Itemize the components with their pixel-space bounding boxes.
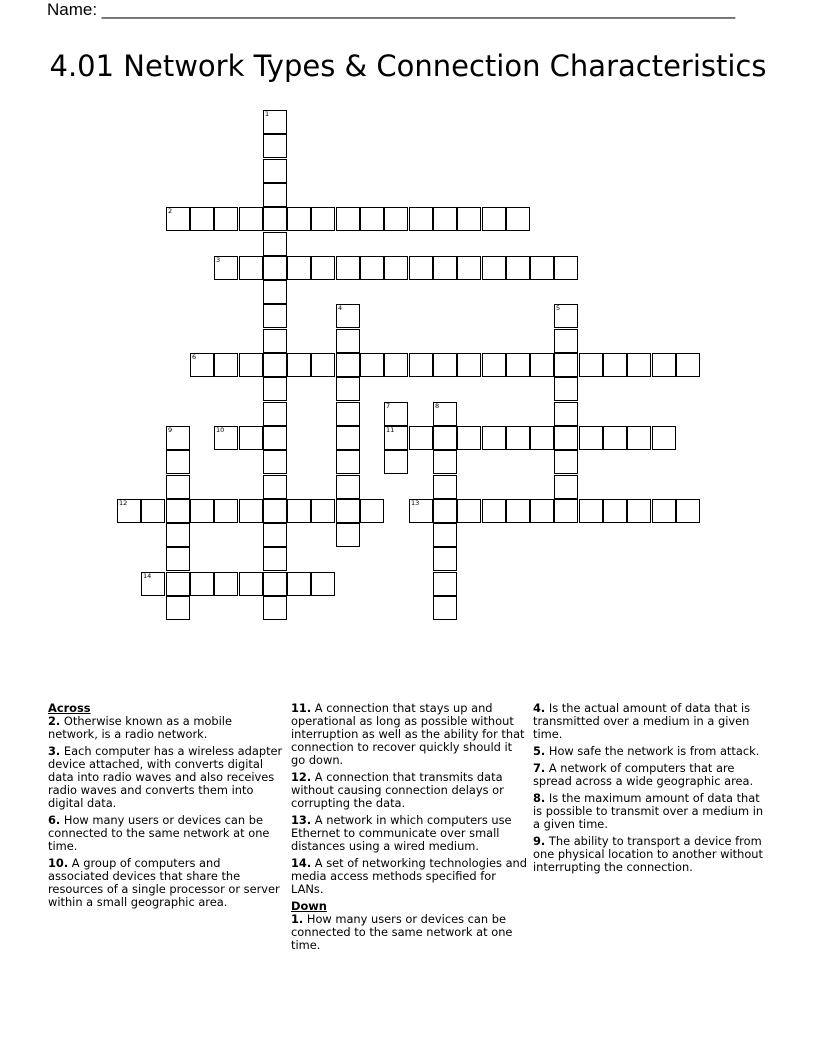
grid-cell[interactable] [433, 426, 457, 450]
grid-cell[interactable] [433, 523, 457, 547]
clue-number: 8 [435, 402, 440, 410]
clue-text: How many users or devices can be connected to the same network at one time. [48, 813, 270, 853]
grid-cell[interactable] [482, 256, 506, 280]
clue-number: 5 [556, 304, 561, 312]
grid-cell[interactable] [457, 426, 481, 450]
grid-cell[interactable] [409, 207, 433, 231]
grid-cell[interactable] [336, 256, 360, 280]
grid-cell[interactable] [506, 426, 530, 450]
grid-cell[interactable] [482, 353, 506, 377]
grid-cell[interactable] [384, 450, 408, 474]
clue-number: 13 [411, 499, 420, 507]
grid-cell[interactable] [166, 475, 190, 499]
grid-cell[interactable] [433, 207, 457, 231]
clue-number-label: 8. [533, 791, 546, 805]
grid-cell[interactable] [263, 499, 287, 523]
clue-text: Otherwise known as a mobile network, is a radio network. [48, 714, 232, 741]
clue-number: 7 [386, 402, 391, 410]
clue-number: 10 [216, 426, 225, 434]
down-header: Down [291, 899, 327, 913]
grid-cell[interactable] [384, 207, 408, 231]
grid-cell[interactable] [166, 426, 190, 450]
grid-cell[interactable] [457, 353, 481, 377]
down-clue [533, 762, 769, 788]
grid-cell[interactable] [603, 426, 627, 450]
name-field[interactable]: Name: ___________________________________________________________________ [47, 0, 736, 19]
grid-cell[interactable] [239, 207, 263, 231]
grid-cell[interactable] [652, 499, 676, 523]
grid-cell[interactable] [239, 256, 263, 280]
grid-cell[interactable] [652, 353, 676, 377]
grid-cell[interactable] [214, 256, 238, 280]
across-clue [48, 857, 284, 909]
grid-cell[interactable] [263, 207, 287, 231]
down-clue [533, 702, 769, 741]
clue-text: A group of computers and associated devices that share the resources of a single processor or server within a small geographic area. [48, 856, 280, 909]
clue-number-label: 2. [48, 714, 61, 728]
clue-number: 6 [192, 353, 197, 361]
grid-cell[interactable] [311, 353, 335, 377]
grid-cell[interactable] [482, 207, 506, 231]
grid-cell[interactable] [166, 596, 190, 620]
grid-cell[interactable] [336, 499, 360, 523]
grid-cell[interactable] [530, 499, 554, 523]
grid-cell[interactable] [433, 450, 457, 474]
grid-cell[interactable] [336, 207, 360, 231]
clue-text: How safe the network is from attack. [545, 744, 760, 758]
across-clue [48, 814, 284, 853]
grid-cell[interactable] [287, 256, 311, 280]
grid-cell[interactable] [336, 304, 360, 328]
clue-number-label: 4. [533, 701, 546, 715]
grid-cell[interactable] [554, 377, 578, 401]
clue-text: A set of networking technologies and media access methods specified for LANs. [291, 856, 528, 896]
clue-number-label: 13. [291, 813, 312, 827]
grid-cell[interactable] [384, 256, 408, 280]
grid-cell[interactable] [190, 207, 214, 231]
clue-number: 3 [216, 256, 221, 264]
grid-cell[interactable] [287, 572, 311, 596]
clue-text: A network of computers that are spread across a wide geographic area. [533, 761, 754, 788]
across-header: Across [48, 701, 91, 715]
grid-cell[interactable] [263, 547, 287, 571]
grid-cell[interactable] [214, 572, 238, 596]
grid-cell[interactable] [263, 402, 287, 426]
grid-cell[interactable] [166, 547, 190, 571]
clue-number-label: 6. [48, 813, 61, 827]
grid-cell[interactable] [433, 499, 457, 523]
grid-cell[interactable] [190, 353, 214, 377]
grid-cell[interactable] [482, 426, 506, 450]
clue-text: A connection that transmits data without causing connection delays or corrupting the data. [291, 770, 504, 810]
down-clue [291, 913, 527, 952]
clue-number: 2 [168, 207, 173, 215]
grid-cell[interactable] [409, 256, 433, 280]
clue-number: 12 [119, 499, 128, 507]
grid-cell[interactable] [433, 402, 457, 426]
grid-cell[interactable] [166, 572, 190, 596]
clue-column-1 [48, 702, 284, 913]
page-title: 4.01 Network Types & Connection Characteristics [49, 49, 767, 83]
grid-cell[interactable] [336, 402, 360, 426]
grid-cell[interactable] [190, 572, 214, 596]
grid-cell[interactable] [384, 426, 408, 450]
grid-cell[interactable] [384, 353, 408, 377]
grid-cell[interactable] [117, 499, 141, 523]
grid-cell[interactable] [360, 353, 384, 377]
grid-cell[interactable] [579, 499, 603, 523]
grid-cell[interactable] [554, 499, 578, 523]
down-clue-list [291, 913, 527, 952]
clue-number-label: 12. [291, 770, 312, 784]
clue-number-label: 1. [291, 912, 304, 926]
grid-cell[interactable] [554, 304, 578, 328]
grid-cell[interactable] [457, 499, 481, 523]
grid-cell[interactable] [263, 329, 287, 353]
clue-text: Is the actual amount of data that is transmitted over a medium in a given time. [533, 701, 751, 741]
clue-number: 14 [143, 572, 152, 580]
grid-cell[interactable] [263, 377, 287, 401]
grid-cell[interactable] [263, 523, 287, 547]
grid-cell[interactable] [311, 499, 335, 523]
grid-cell[interactable] [482, 499, 506, 523]
grid-cell[interactable] [263, 596, 287, 620]
clue-text: Is the maximum amount of data that is possible to transmit over a medium in a given time. [533, 791, 764, 831]
grid-cell[interactable] [263, 232, 287, 256]
grid-cell[interactable] [627, 426, 651, 450]
clue-number-label: 7. [533, 761, 546, 775]
across-clue [291, 814, 527, 853]
grid-cell[interactable] [506, 353, 530, 377]
grid-cell[interactable] [263, 426, 287, 450]
clue-number: 9 [168, 426, 173, 434]
grid-cell[interactable] [166, 499, 190, 523]
down-clue [533, 835, 769, 874]
grid-cell[interactable] [287, 353, 311, 377]
grid-cell[interactable] [554, 329, 578, 353]
clue-number-label: 5. [533, 744, 546, 758]
grid-cell[interactable] [166, 523, 190, 547]
grid-cell[interactable] [360, 207, 384, 231]
grid-cell[interactable] [263, 159, 287, 183]
grid-cell[interactable] [263, 280, 287, 304]
grid-cell[interactable] [166, 450, 190, 474]
grid-cell[interactable] [506, 207, 530, 231]
grid-cell[interactable] [652, 426, 676, 450]
grid-cell[interactable] [263, 475, 287, 499]
grid-cell[interactable] [287, 499, 311, 523]
grid-cell[interactable] [336, 353, 360, 377]
grid-cell[interactable] [530, 353, 554, 377]
grid-cell[interactable] [336, 523, 360, 547]
grid-cell[interactable] [336, 475, 360, 499]
across-clue [291, 702, 527, 767]
clue-column-2 [291, 702, 527, 956]
grid-cell[interactable] [676, 499, 700, 523]
clue-text: Each computer has a wireless adapter device attached, with converts digital data into radio waves and also receives radio waves and converts them into digital data. [48, 744, 283, 810]
grid-cell[interactable] [360, 256, 384, 280]
across-clue-list [48, 715, 284, 909]
grid-cell[interactable] [457, 256, 481, 280]
grid-cell[interactable] [433, 572, 457, 596]
clue-text: A network in which computers use Ethernet to communicate over small distances using a wired medium. [291, 813, 512, 853]
clue-number: 4 [338, 304, 343, 312]
grid-cell[interactable] [239, 426, 263, 450]
clue-number-label: 14. [291, 856, 312, 870]
grid-cell[interactable] [263, 183, 287, 207]
clue-text: The ability to transport a device from one physical location to another without interrupting the connection. [533, 834, 763, 874]
clue-number-label: 10. [48, 856, 69, 870]
grid-cell[interactable] [530, 256, 554, 280]
grid-cell[interactable] [141, 572, 165, 596]
across-clue-list-continued [291, 702, 527, 896]
grid-cell[interactable] [506, 256, 530, 280]
grid-cell[interactable] [336, 450, 360, 474]
grid-cell[interactable] [263, 134, 287, 158]
grid-cell[interactable] [433, 353, 457, 377]
grid-cell[interactable] [141, 499, 165, 523]
grid-cell[interactable] [239, 499, 263, 523]
grid-cell[interactable] [676, 353, 700, 377]
grid-cell[interactable] [263, 353, 287, 377]
grid-cell[interactable] [263, 572, 287, 596]
grid-cell[interactable] [311, 256, 335, 280]
grid-cell[interactable] [554, 475, 578, 499]
grid-cell[interactable] [603, 499, 627, 523]
grid-cell[interactable] [214, 426, 238, 450]
grid-cell[interactable] [336, 377, 360, 401]
grid-cell[interactable] [506, 499, 530, 523]
across-clue [48, 715, 284, 741]
grid-cell[interactable] [457, 207, 481, 231]
grid-cell[interactable] [433, 256, 457, 280]
grid-cell[interactable] [214, 207, 238, 231]
grid-cell[interactable] [554, 256, 578, 280]
clue-text: A connection that stays up and operational as long as possible without interruption as well as the ability for that connection to recover quickly should it go down. [291, 701, 525, 767]
grid-cell[interactable] [384, 402, 408, 426]
grid-cell[interactable] [263, 256, 287, 280]
grid-cell[interactable] [214, 499, 238, 523]
grid-cell[interactable] [627, 353, 651, 377]
clue-text: How many users or devices can be connected to the same network at one time. [291, 912, 513, 952]
grid-cell[interactable] [214, 353, 238, 377]
grid-cell[interactable] [433, 475, 457, 499]
grid-cell[interactable] [263, 450, 287, 474]
grid-cell[interactable] [263, 304, 287, 328]
grid-cell[interactable] [166, 207, 190, 231]
grid-cell[interactable] [239, 353, 263, 377]
grid-cell[interactable] [311, 207, 335, 231]
grid-cell[interactable] [263, 110, 287, 134]
grid-cell[interactable] [360, 499, 384, 523]
grid-cell[interactable] [530, 426, 554, 450]
grid-cell[interactable] [554, 450, 578, 474]
grid-cell[interactable] [627, 499, 651, 523]
grid-cell[interactable] [311, 572, 335, 596]
grid-cell[interactable] [409, 426, 433, 450]
grid-cell[interactable] [409, 499, 433, 523]
clue-number: 1 [265, 110, 270, 118]
grid-cell[interactable] [579, 353, 603, 377]
clue-number: 11 [386, 426, 395, 434]
grid-cell[interactable] [554, 426, 578, 450]
down-clue [533, 745, 769, 758]
clue-column-3 [533, 702, 769, 878]
grid-cell[interactable] [336, 329, 360, 353]
down-clue [533, 792, 769, 831]
clue-number-label: 9. [533, 834, 546, 848]
grid-cell[interactable] [409, 353, 433, 377]
down-clue-list-continued [533, 702, 769, 874]
grid-cell[interactable] [603, 353, 627, 377]
grid-cell[interactable] [287, 207, 311, 231]
clue-number-label: 11. [291, 701, 312, 715]
grid-cell[interactable] [433, 547, 457, 571]
grid-cell[interactable] [190, 499, 214, 523]
grid-cell[interactable] [433, 596, 457, 620]
across-clue [291, 771, 527, 810]
across-clue [291, 857, 527, 896]
grid-cell[interactable] [239, 572, 263, 596]
across-clue [48, 745, 284, 810]
grid-cell[interactable] [579, 426, 603, 450]
grid-cell[interactable] [336, 426, 360, 450]
grid-cell[interactable] [554, 353, 578, 377]
clue-number-label: 3. [48, 744, 61, 758]
grid-cell[interactable] [554, 402, 578, 426]
